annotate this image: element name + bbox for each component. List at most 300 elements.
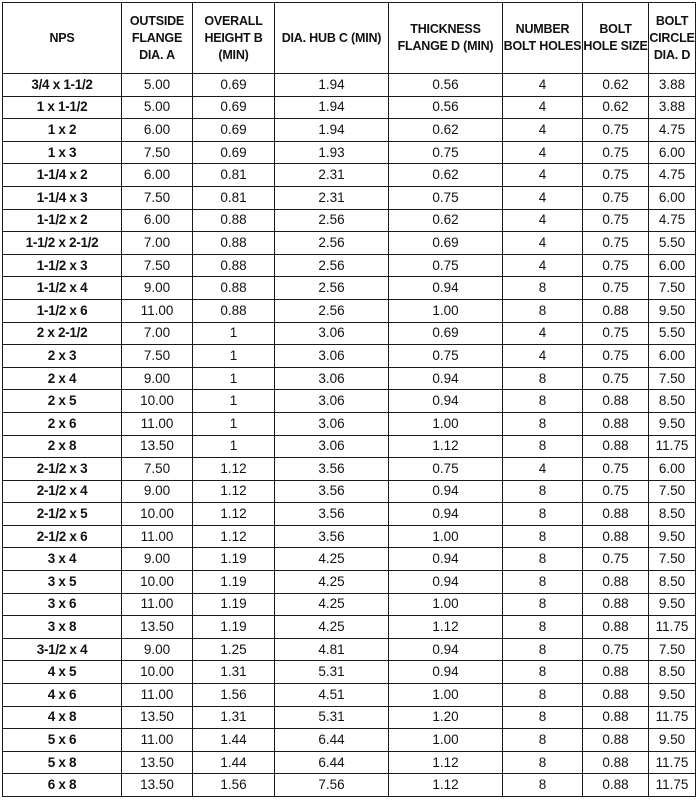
cell-bolt-circle-dia: 7.50 <box>649 480 696 503</box>
cell-nps: 2-1/2 x 3 <box>3 458 122 481</box>
cell-number-bolt-holes: 4 <box>503 141 583 164</box>
cell-overall-height: 1.12 <box>193 480 275 503</box>
cell-number-bolt-holes: 4 <box>503 458 583 481</box>
cell-nps: 2-1/2 x 6 <box>3 525 122 548</box>
cell-dia-hub: 3.06 <box>275 390 389 413</box>
cell-dia-hub: 3.56 <box>275 458 389 481</box>
cell-thickness-flange: 1.00 <box>389 729 503 752</box>
cell-nps: 3-1/2 x 4 <box>3 638 122 661</box>
cell-outside-flange-dia: 11.00 <box>122 684 193 707</box>
table-row <box>3 254 696 277</box>
cell-number-bolt-holes: 4 <box>503 186 583 209</box>
cell-nps: 3/4 x 1-1/2 <box>3 74 122 97</box>
table-row <box>3 367 696 390</box>
cell-bolt-hole-size: 0.88 <box>583 684 649 707</box>
cell-bolt-circle-dia: 9.50 <box>649 729 696 752</box>
cell-number-bolt-holes: 8 <box>503 616 583 639</box>
table-row <box>3 593 696 616</box>
cell-nps: 2 x 8 <box>3 435 122 458</box>
cell-thickness-flange: 1.12 <box>389 774 503 797</box>
cell-outside-flange-dia: 10.00 <box>122 503 193 526</box>
cell-bolt-circle-dia: 8.50 <box>649 571 696 594</box>
cell-bolt-hole-size: 0.75 <box>583 164 649 187</box>
cell-bolt-circle-dia: 4.75 <box>649 209 696 232</box>
cell-overall-height: 0.88 <box>193 277 275 300</box>
cell-overall-height: 1 <box>193 367 275 390</box>
table-row <box>3 74 696 97</box>
cell-overall-height: 1.56 <box>193 684 275 707</box>
cell-bolt-hole-size: 0.88 <box>583 706 649 729</box>
cell-bolt-hole-size: 0.88 <box>583 435 649 458</box>
table-row <box>3 232 696 255</box>
cell-bolt-circle-dia: 6.00 <box>649 141 696 164</box>
cell-dia-hub: 2.56 <box>275 232 389 255</box>
cell-nps: 1-1/2 x 6 <box>3 299 122 322</box>
cell-outside-flange-dia: 11.00 <box>122 412 193 435</box>
cell-bolt-hole-size: 0.75 <box>583 277 649 300</box>
cell-nps: 1-1/4 x 2 <box>3 164 122 187</box>
cell-bolt-hole-size: 0.75 <box>583 548 649 571</box>
cell-dia-hub: 3.56 <box>275 503 389 526</box>
cell-nps: 3 x 5 <box>3 571 122 594</box>
cell-bolt-hole-size: 0.88 <box>583 525 649 548</box>
header-nps: NPS <box>3 3 122 74</box>
cell-number-bolt-holes: 4 <box>503 254 583 277</box>
cell-overall-height: 1.19 <box>193 593 275 616</box>
cell-dia-hub: 1.94 <box>275 96 389 119</box>
cell-thickness-flange: 1.00 <box>389 299 503 322</box>
cell-dia-hub: 2.31 <box>275 164 389 187</box>
table-row <box>3 503 696 526</box>
cell-bolt-hole-size: 0.88 <box>583 390 649 413</box>
cell-thickness-flange: 0.75 <box>389 254 503 277</box>
cell-number-bolt-holes: 8 <box>503 774 583 797</box>
cell-overall-height: 1.25 <box>193 638 275 661</box>
header-outside-flange-dia: OUTSIDE FLANGE DIA. A <box>122 3 193 74</box>
cell-outside-flange-dia: 13.50 <box>122 751 193 774</box>
cell-nps: 1 x 2 <box>3 119 122 142</box>
cell-outside-flange-dia: 13.50 <box>122 616 193 639</box>
cell-bolt-hole-size: 0.75 <box>583 638 649 661</box>
cell-dia-hub: 2.56 <box>275 254 389 277</box>
cell-nps: 1-1/2 x 2-1/2 <box>3 232 122 255</box>
table-row <box>3 435 696 458</box>
cell-overall-height: 0.69 <box>193 119 275 142</box>
cell-bolt-circle-dia: 9.50 <box>649 299 696 322</box>
table-row <box>3 119 696 142</box>
table-row <box>3 164 696 187</box>
cell-bolt-circle-dia: 8.50 <box>649 390 696 413</box>
table-row <box>3 412 696 435</box>
cell-nps: 1-1/4 x 3 <box>3 186 122 209</box>
cell-nps: 5 x 6 <box>3 729 122 752</box>
cell-outside-flange-dia: 9.00 <box>122 548 193 571</box>
cell-dia-hub: 2.56 <box>275 277 389 300</box>
cell-outside-flange-dia: 13.50 <box>122 435 193 458</box>
cell-bolt-circle-dia: 3.88 <box>649 96 696 119</box>
cell-thickness-flange: 0.62 <box>389 119 503 142</box>
cell-outside-flange-dia: 13.50 <box>122 774 193 797</box>
header-number-bolt-holes: NUMBER BOLT HOLES <box>503 3 583 74</box>
cell-bolt-circle-dia: 5.50 <box>649 232 696 255</box>
cell-overall-height: 0.81 <box>193 186 275 209</box>
cell-overall-height: 0.81 <box>193 164 275 187</box>
cell-number-bolt-holes: 4 <box>503 74 583 97</box>
cell-number-bolt-holes: 4 <box>503 164 583 187</box>
table-row <box>3 571 696 594</box>
cell-bolt-circle-dia: 7.50 <box>649 277 696 300</box>
cell-dia-hub: 4.25 <box>275 616 389 639</box>
cell-nps: 2 x 5 <box>3 390 122 413</box>
cell-outside-flange-dia: 6.00 <box>122 209 193 232</box>
cell-bolt-circle-dia: 5.50 <box>649 322 696 345</box>
table-row <box>3 209 696 232</box>
cell-bolt-hole-size: 0.88 <box>583 593 649 616</box>
cell-nps: 2 x 3 <box>3 345 122 368</box>
cell-bolt-hole-size: 0.75 <box>583 232 649 255</box>
cell-bolt-circle-dia: 4.75 <box>649 119 696 142</box>
cell-outside-flange-dia: 7.50 <box>122 345 193 368</box>
cell-bolt-circle-dia: 6.00 <box>649 458 696 481</box>
cell-bolt-hole-size: 0.62 <box>583 74 649 97</box>
cell-nps: 1 x 1-1/2 <box>3 96 122 119</box>
table-row <box>3 661 696 684</box>
cell-overall-height: 1.12 <box>193 458 275 481</box>
cell-number-bolt-holes: 4 <box>503 322 583 345</box>
cell-dia-hub: 2.56 <box>275 209 389 232</box>
cell-dia-hub: 5.31 <box>275 706 389 729</box>
cell-dia-hub: 6.44 <box>275 751 389 774</box>
cell-thickness-flange: 1.00 <box>389 525 503 548</box>
cell-dia-hub: 7.56 <box>275 774 389 797</box>
cell-number-bolt-holes: 8 <box>503 729 583 752</box>
cell-bolt-circle-dia: 4.75 <box>649 164 696 187</box>
cell-bolt-circle-dia: 9.50 <box>649 684 696 707</box>
cell-bolt-circle-dia: 9.50 <box>649 593 696 616</box>
cell-outside-flange-dia: 13.50 <box>122 706 193 729</box>
cell-number-bolt-holes: 4 <box>503 232 583 255</box>
cell-bolt-hole-size: 0.88 <box>583 774 649 797</box>
cell-bolt-circle-dia: 6.00 <box>649 254 696 277</box>
cell-dia-hub: 2.56 <box>275 299 389 322</box>
cell-thickness-flange: 0.94 <box>389 277 503 300</box>
cell-thickness-flange: 0.94 <box>389 390 503 413</box>
cell-overall-height: 1 <box>193 322 275 345</box>
cell-number-bolt-holes: 8 <box>503 638 583 661</box>
table-row <box>3 616 696 639</box>
cell-outside-flange-dia: 7.50 <box>122 458 193 481</box>
cell-bolt-circle-dia: 9.50 <box>649 412 696 435</box>
cell-outside-flange-dia: 10.00 <box>122 661 193 684</box>
cell-outside-flange-dia: 7.00 <box>122 322 193 345</box>
cell-bolt-hole-size: 0.75 <box>583 119 649 142</box>
table-row <box>3 141 696 164</box>
table-row <box>3 390 696 413</box>
cell-number-bolt-holes: 8 <box>503 571 583 594</box>
cell-outside-flange-dia: 7.50 <box>122 254 193 277</box>
cell-outside-flange-dia: 10.00 <box>122 390 193 413</box>
cell-nps: 2 x 6 <box>3 412 122 435</box>
cell-outside-flange-dia: 11.00 <box>122 593 193 616</box>
cell-thickness-flange: 1.12 <box>389 616 503 639</box>
table-row <box>3 277 696 300</box>
cell-outside-flange-dia: 9.00 <box>122 480 193 503</box>
cell-thickness-flange: 0.94 <box>389 548 503 571</box>
cell-thickness-flange: 1.12 <box>389 751 503 774</box>
table-row <box>3 751 696 774</box>
cell-nps: 2 x 2-1/2 <box>3 322 122 345</box>
cell-outside-flange-dia: 6.00 <box>122 119 193 142</box>
cell-number-bolt-holes: 8 <box>503 277 583 300</box>
table-row <box>3 458 696 481</box>
cell-nps: 1 x 3 <box>3 141 122 164</box>
cell-bolt-hole-size: 0.75 <box>583 367 649 390</box>
cell-thickness-flange: 1.20 <box>389 706 503 729</box>
cell-bolt-circle-dia: 6.00 <box>649 345 696 368</box>
cell-thickness-flange: 0.62 <box>389 164 503 187</box>
cell-number-bolt-holes: 8 <box>503 390 583 413</box>
cell-nps: 5 x 8 <box>3 751 122 774</box>
cell-thickness-flange: 0.94 <box>389 503 503 526</box>
cell-nps: 3 x 8 <box>3 616 122 639</box>
cell-overall-height: 1.44 <box>193 729 275 752</box>
cell-number-bolt-holes: 8 <box>503 661 583 684</box>
cell-bolt-hole-size: 0.75 <box>583 141 649 164</box>
cell-dia-hub: 3.06 <box>275 435 389 458</box>
cell-outside-flange-dia: 11.00 <box>122 525 193 548</box>
cell-nps: 2-1/2 x 5 <box>3 503 122 526</box>
cell-bolt-hole-size: 0.75 <box>583 480 649 503</box>
cell-number-bolt-holes: 4 <box>503 345 583 368</box>
cell-number-bolt-holes: 8 <box>503 480 583 503</box>
cell-number-bolt-holes: 8 <box>503 548 583 571</box>
cell-dia-hub: 6.44 <box>275 729 389 752</box>
cell-overall-height: 0.88 <box>193 232 275 255</box>
cell-dia-hub: 3.06 <box>275 345 389 368</box>
cell-thickness-flange: 0.94 <box>389 367 503 390</box>
flange-dimensions-table <box>2 2 696 797</box>
cell-nps: 4 x 8 <box>3 706 122 729</box>
cell-thickness-flange: 0.94 <box>389 480 503 503</box>
table-row <box>3 706 696 729</box>
cell-outside-flange-dia: 7.00 <box>122 232 193 255</box>
cell-outside-flange-dia: 9.00 <box>122 638 193 661</box>
cell-bolt-circle-dia: 11.75 <box>649 751 696 774</box>
cell-number-bolt-holes: 8 <box>503 299 583 322</box>
table-row <box>3 774 696 797</box>
cell-overall-height: 0.88 <box>193 254 275 277</box>
table-body <box>3 74 696 797</box>
cell-bolt-hole-size: 0.88 <box>583 571 649 594</box>
cell-nps: 4 x 6 <box>3 684 122 707</box>
cell-dia-hub: 4.51 <box>275 684 389 707</box>
cell-number-bolt-holes: 8 <box>503 503 583 526</box>
cell-dia-hub: 3.06 <box>275 322 389 345</box>
cell-nps: 2-1/2 x 4 <box>3 480 122 503</box>
cell-bolt-hole-size: 0.88 <box>583 661 649 684</box>
cell-dia-hub: 1.93 <box>275 141 389 164</box>
table-row <box>3 548 696 571</box>
cell-bolt-hole-size: 0.75 <box>583 209 649 232</box>
cell-overall-height: 0.88 <box>193 299 275 322</box>
table-row <box>3 345 696 368</box>
cell-outside-flange-dia: 7.50 <box>122 141 193 164</box>
table-row <box>3 638 696 661</box>
cell-overall-height: 1.31 <box>193 706 275 729</box>
cell-outside-flange-dia: 9.00 <box>122 367 193 390</box>
header-overall-height: OVERALL HEIGHT B (MIN) <box>193 3 275 74</box>
cell-thickness-flange: 0.94 <box>389 661 503 684</box>
cell-bolt-circle-dia: 11.75 <box>649 435 696 458</box>
cell-dia-hub: 4.25 <box>275 548 389 571</box>
cell-thickness-flange: 1.00 <box>389 684 503 707</box>
cell-dia-hub: 2.31 <box>275 186 389 209</box>
cell-overall-height: 1.12 <box>193 525 275 548</box>
cell-dia-hub: 3.56 <box>275 525 389 548</box>
cell-number-bolt-holes: 4 <box>503 119 583 142</box>
cell-dia-hub: 4.25 <box>275 571 389 594</box>
cell-bolt-hole-size: 0.62 <box>583 96 649 119</box>
cell-bolt-circle-dia: 11.75 <box>649 616 696 639</box>
cell-bolt-circle-dia: 9.50 <box>649 525 696 548</box>
header-bolt-hole-size: BOLT HOLE SIZE <box>583 3 649 74</box>
cell-bolt-circle-dia: 3.88 <box>649 74 696 97</box>
cell-overall-height: 1.19 <box>193 571 275 594</box>
cell-bolt-circle-dia: 8.50 <box>649 503 696 526</box>
header-dia-hub: DIA. HUB C (MIN) <box>275 3 389 74</box>
cell-outside-flange-dia: 11.00 <box>122 299 193 322</box>
cell-thickness-flange: 0.75 <box>389 141 503 164</box>
cell-nps: 2 x 4 <box>3 367 122 390</box>
cell-overall-height: 1.12 <box>193 503 275 526</box>
header-thickness-flange: THICKNESS FLANGE D (MIN) <box>389 3 503 74</box>
cell-nps: 6 x 8 <box>3 774 122 797</box>
cell-overall-height: 1.19 <box>193 548 275 571</box>
cell-number-bolt-holes: 8 <box>503 751 583 774</box>
table-header <box>3 3 696 74</box>
table-row <box>3 299 696 322</box>
cell-bolt-circle-dia: 7.50 <box>649 638 696 661</box>
cell-dia-hub: 4.25 <box>275 593 389 616</box>
cell-thickness-flange: 1.00 <box>389 412 503 435</box>
cell-thickness-flange: 0.75 <box>389 458 503 481</box>
cell-bolt-circle-dia: 7.50 <box>649 548 696 571</box>
cell-outside-flange-dia: 10.00 <box>122 571 193 594</box>
cell-number-bolt-holes: 8 <box>503 684 583 707</box>
cell-thickness-flange: 1.00 <box>389 593 503 616</box>
header-row <box>3 3 696 74</box>
cell-thickness-flange: 0.56 <box>389 96 503 119</box>
cell-number-bolt-holes: 8 <box>503 412 583 435</box>
cell-outside-flange-dia: 9.00 <box>122 277 193 300</box>
cell-overall-height: 1 <box>193 345 275 368</box>
cell-bolt-circle-dia: 6.00 <box>649 186 696 209</box>
cell-thickness-flange: 0.75 <box>389 345 503 368</box>
cell-bolt-hole-size: 0.75 <box>583 322 649 345</box>
cell-overall-height: 0.88 <box>193 209 275 232</box>
cell-bolt-hole-size: 0.75 <box>583 458 649 481</box>
cell-outside-flange-dia: 7.50 <box>122 186 193 209</box>
cell-bolt-hole-size: 0.75 <box>583 186 649 209</box>
header-bolt-circle-dia: BOLT CIRCLE DIA. D <box>649 3 696 74</box>
cell-thickness-flange: 0.56 <box>389 74 503 97</box>
cell-bolt-hole-size: 0.88 <box>583 751 649 774</box>
cell-nps: 3 x 4 <box>3 548 122 571</box>
cell-nps: 1-1/2 x 4 <box>3 277 122 300</box>
cell-overall-height: 0.69 <box>193 74 275 97</box>
cell-thickness-flange: 0.62 <box>389 209 503 232</box>
cell-overall-height: 0.69 <box>193 141 275 164</box>
cell-bolt-hole-size: 0.88 <box>583 412 649 435</box>
cell-overall-height: 1.19 <box>193 616 275 639</box>
cell-dia-hub: 3.06 <box>275 367 389 390</box>
cell-number-bolt-holes: 8 <box>503 367 583 390</box>
cell-dia-hub: 1.94 <box>275 119 389 142</box>
cell-overall-height: 1.44 <box>193 751 275 774</box>
cell-bolt-hole-size: 0.88 <box>583 616 649 639</box>
table-row <box>3 729 696 752</box>
cell-dia-hub: 5.31 <box>275 661 389 684</box>
cell-overall-height: 1 <box>193 390 275 413</box>
cell-bolt-hole-size: 0.88 <box>583 299 649 322</box>
cell-nps: 1-1/2 x 3 <box>3 254 122 277</box>
cell-number-bolt-holes: 4 <box>503 96 583 119</box>
cell-overall-height: 0.69 <box>193 96 275 119</box>
table-row <box>3 96 696 119</box>
cell-bolt-circle-dia: 11.75 <box>649 706 696 729</box>
cell-nps: 4 x 5 <box>3 661 122 684</box>
cell-dia-hub: 3.56 <box>275 480 389 503</box>
cell-number-bolt-holes: 4 <box>503 209 583 232</box>
cell-bolt-hole-size: 0.88 <box>583 503 649 526</box>
cell-bolt-hole-size: 0.75 <box>583 254 649 277</box>
cell-number-bolt-holes: 8 <box>503 593 583 616</box>
cell-bolt-circle-dia: 8.50 <box>649 661 696 684</box>
cell-overall-height: 1.56 <box>193 774 275 797</box>
cell-number-bolt-holes: 8 <box>503 525 583 548</box>
cell-number-bolt-holes: 8 <box>503 706 583 729</box>
cell-dia-hub: 4.81 <box>275 638 389 661</box>
cell-thickness-flange: 1.12 <box>389 435 503 458</box>
cell-bolt-circle-dia: 11.75 <box>649 774 696 797</box>
cell-thickness-flange: 0.94 <box>389 638 503 661</box>
cell-dia-hub: 1.94 <box>275 74 389 97</box>
cell-thickness-flange: 0.94 <box>389 571 503 594</box>
cell-nps: 3 x 6 <box>3 593 122 616</box>
cell-thickness-flange: 0.75 <box>389 186 503 209</box>
table-row <box>3 186 696 209</box>
cell-overall-height: 1 <box>193 412 275 435</box>
cell-outside-flange-dia: 6.00 <box>122 164 193 187</box>
cell-bolt-hole-size: 0.75 <box>583 345 649 368</box>
cell-thickness-flange: 0.69 <box>389 322 503 345</box>
cell-bolt-circle-dia: 7.50 <box>649 367 696 390</box>
table-row <box>3 525 696 548</box>
table-row <box>3 480 696 503</box>
table-row <box>3 322 696 345</box>
cell-dia-hub: 3.06 <box>275 412 389 435</box>
cell-bolt-hole-size: 0.88 <box>583 729 649 752</box>
cell-nps: 1-1/2 x 2 <box>3 209 122 232</box>
cell-overall-height: 1 <box>193 435 275 458</box>
cell-outside-flange-dia: 5.00 <box>122 74 193 97</box>
cell-outside-flange-dia: 5.00 <box>122 96 193 119</box>
cell-outside-flange-dia: 11.00 <box>122 729 193 752</box>
cell-number-bolt-holes: 8 <box>503 435 583 458</box>
cell-thickness-flange: 0.69 <box>389 232 503 255</box>
cell-overall-height: 1.31 <box>193 661 275 684</box>
table-row <box>3 684 696 707</box>
